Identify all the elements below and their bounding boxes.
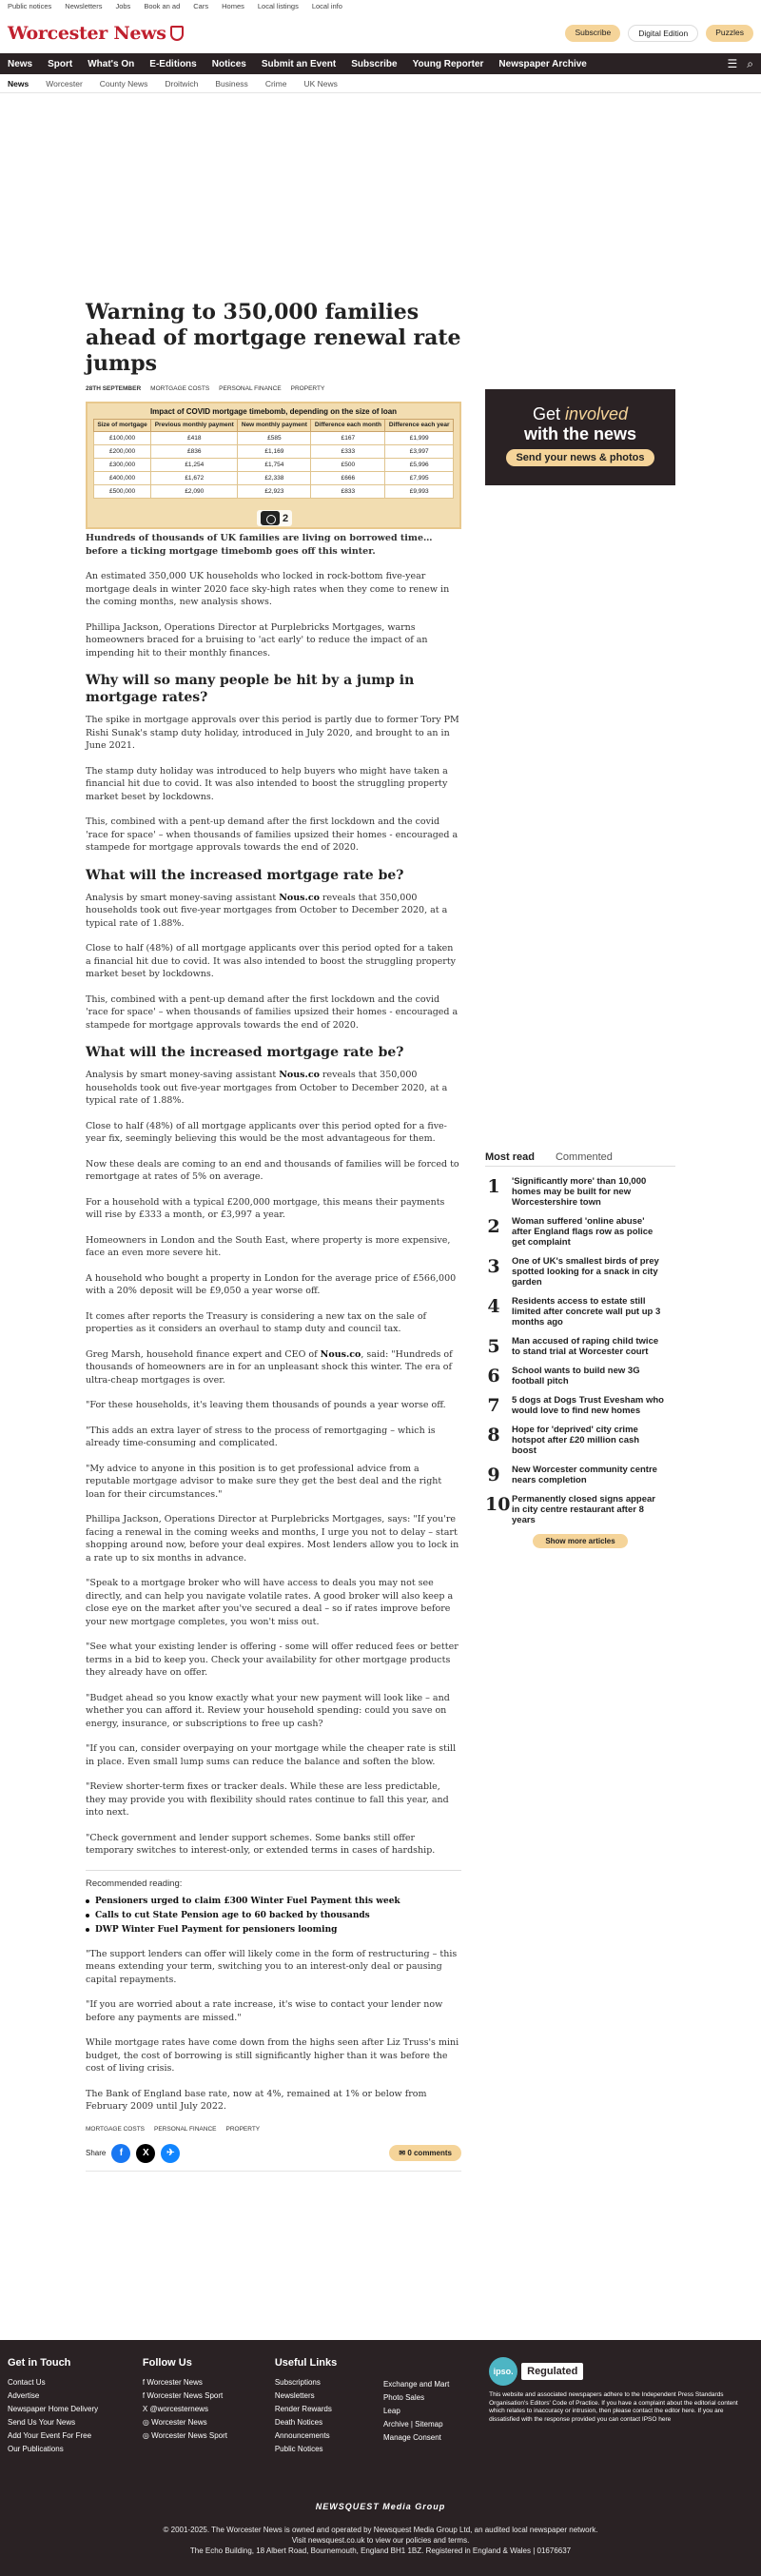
site-name: Worcester News	[8, 22, 166, 44]
footer-link[interactable]: Manage Consent	[382, 2433, 441, 2442]
subnav-worcester[interactable]: Worcester	[46, 78, 83, 88]
list-item-title: School wants to build new 3G football pitch	[512, 1366, 640, 1386]
show-more-button[interactable]: Show more articles	[533, 1534, 628, 1548]
table-cell: £5,996	[385, 459, 454, 472]
get-involved-promo	[485, 389, 675, 485]
subnav-uk-news[interactable]: UK News	[303, 78, 338, 88]
util-link-jobs[interactable]: Jobs	[115, 2, 131, 10]
bluesky-icon[interactable]: ✈	[161, 2144, 180, 2163]
footer-link[interactable]: Render Rewards	[274, 2405, 332, 2413]
rank-number: 3	[487, 1256, 500, 1277]
comment-icon: ✉	[399, 2149, 408, 2157]
footer-link-label: Worcester News	[151, 2418, 207, 2427]
nav-news[interactable]: News	[8, 58, 33, 69]
share-bar	[86, 2144, 461, 2172]
paragraph: "Speak to a mortgage broker who will have access to deals you may not see directly, and can help you navigate volatile rates. A good broker will also keep a close eye on the market after you've secured a deal – so if rates improve before your new mortgage completes, you won't miss out.	[86, 1578, 454, 1627]
paragraph: "My advice to anyone in this position is to get professional advice from a reputable mortgage advisor to make sure they get the best deal and the right loan for their circumstances."	[86, 1463, 442, 1500]
nous-link[interactable]: Nous.co	[320, 1348, 361, 1360]
article-headline: Warning to 350,000 families ahead of mortgage renewal rate jumps	[86, 300, 461, 376]
recommended-link[interactable]: Calls to cut State Pension age to 60 backed by thousands	[86, 1911, 461, 1920]
list-item[interactable]	[485, 1296, 675, 1327]
rank-number: 9	[487, 1465, 500, 1485]
tab-most-read[interactable]: Most read	[485, 1151, 535, 1163]
util-link-local-info[interactable]: Local info	[311, 2, 342, 10]
tag-personal-finance[interactable]: PERSONAL FINANCE	[154, 2125, 217, 2133]
ipso-circle: ipso.	[489, 2357, 517, 2386]
util-link-local-listings[interactable]: Local listings	[257, 2, 299, 10]
util-link-newsletters[interactable]: Newsletters	[65, 2, 103, 10]
table-row	[94, 485, 454, 499]
table-row	[94, 432, 454, 445]
tag-personal-finance[interactable]: PERSONAL FINANCE	[219, 385, 282, 392]
text-run: Analysis by smart money-saving assistant	[86, 892, 280, 903]
footer-heading: Useful Links	[274, 2357, 338, 2369]
footer-link[interactable]: Send Us Your News	[8, 2418, 76, 2427]
tag-property[interactable]: PROPERTY	[290, 385, 325, 392]
footer-link[interactable]: Archive | Sitemap	[382, 2420, 443, 2429]
paragraph: Homeowners in London and the South East, where property is more expensive, face an even more severe hit.	[86, 1234, 451, 1258]
rank-number: 4	[487, 1296, 500, 1317]
crest-icon	[170, 26, 184, 41]
util-link-homes[interactable]: Homes	[222, 2, 244, 10]
paragraph: "Review shorter-term fixes or tracker deals. While these are less predictable, they may provide you with flexibility should rates continue to fall this year, and into next.	[86, 1781, 449, 1818]
promo-line-2: with the news	[523, 424, 636, 443]
table-cell: £167	[311, 432, 385, 445]
article-tags	[86, 2126, 461, 2133]
nav-whats-on[interactable]: What's On	[88, 58, 135, 69]
footer-link-label: Worcester News Sport	[146, 2391, 224, 2400]
list-item-title: Hope for 'deprived' city crime hotspot after £20 million cash boost	[512, 1425, 640, 1456]
table-cell: £333	[311, 445, 385, 459]
list-item[interactable]	[485, 1336, 675, 1357]
footer-link[interactable]: Death Notices	[274, 2418, 323, 2427]
subscribe-button[interactable]: Subscribe	[565, 25, 620, 42]
table-cell: £833	[311, 485, 385, 499]
comments-count: 0 comments	[407, 2149, 452, 2157]
paragraph: Phillipa Jackson, Operations Director at Purplebricks Mortgages, warns homeowners braced for a bruising to 'act early' to reduce the impact of an impending hit to their monthly finances.	[86, 621, 428, 659]
footer-link[interactable]: Newsletters	[274, 2391, 315, 2400]
instagram-icon: ◎	[142, 2418, 152, 2427]
paragraph: "For these households, it's leaving them thousands of pounds a year worse off.	[86, 1400, 446, 1410]
table-cell: £1,672	[151, 472, 238, 485]
table-cell: £1,999	[385, 432, 454, 445]
send-news-button[interactable]: Send your news & photos	[506, 449, 654, 466]
nav-submit-event[interactable]: Submit an Event	[261, 58, 337, 69]
footer-link-label: Worcester News	[146, 2378, 203, 2387]
tag-mortgage-costs[interactable]: MORTGAGE COSTS	[150, 385, 210, 392]
paragraph: For a household with a typical £200,000 mortgage, this means their payments will rise by £333 a month, or £3,997 a year.	[86, 1196, 445, 1220]
text-run: reveals that 350,000 households took out five-year mortgages from October to December 2020, at a typical rate of 1.88%.	[86, 1070, 448, 1106]
paragraph: The Bank of England base rate, now at 4%, remained at 1% or below from February 2009 until July 2022.	[86, 2088, 427, 2112]
text-run: Analysis by smart money-saving assistant	[86, 1070, 280, 1080]
paragraph: Now these deals are coming to an end and thousands of families will be forced to remortgage at rates of 5% on average.	[86, 1158, 459, 1182]
table-cell: £3,997	[385, 445, 454, 459]
nav-notices[interactable]: Notices	[211, 58, 246, 69]
list-item-title: Woman suffered 'online abuse' after England flags row as police get complaint	[512, 1216, 654, 1248]
policies-line[interactable]: Visit newsquest.co.uk to view our policies and terms.	[291, 2536, 470, 2545]
table-cell: £2,338	[238, 472, 311, 485]
table-header: Size of mortgage	[94, 420, 151, 432]
paragraph: This, combined with a pent-up demand after the first lockdown and the covid 'race for space' – when thousands of families upsized their homes - encouraged a stampede for mortgage approvals towards the end of 2020.	[86, 816, 459, 853]
table-header: Difference each month	[311, 420, 385, 432]
list-item-title: 'Significantly more' than 10,000 homes may be built for new Worcestershire town	[512, 1176, 647, 1208]
list-item-title: One of UK's smallest birds of prey spotted looking for a snack in city garden	[512, 1256, 659, 1288]
footer-link-label: @worcesternews	[149, 2405, 208, 2413]
subnav-county-news[interactable]: County News	[99, 78, 148, 88]
instagram-link[interactable]	[143, 2429, 275, 2443]
footer-link[interactable]: Announcements	[274, 2431, 330, 2440]
main-nav	[0, 53, 761, 74]
table-cell: £1,169	[238, 445, 311, 459]
promo-emphasis: involved	[564, 404, 629, 423]
facebook-icon[interactable]: f	[111, 2144, 130, 2163]
puzzles-button[interactable]: Puzzles	[706, 25, 753, 42]
table-cell: £400,000	[94, 472, 151, 485]
footer-link[interactable]: Newspaper Home Delivery	[8, 2405, 99, 2413]
rank-number: 7	[487, 1395, 500, 1416]
rank-number: 1	[487, 1176, 500, 1197]
util-link-cars[interactable]: Cars	[193, 2, 209, 10]
nous-link[interactable]: Nous.co	[279, 1070, 320, 1080]
text-run: , said: "Hundreds of thousands of homeowners are in for an unpleasant shock this winter. The era of ultra-cheap mortgages is over.	[86, 1348, 453, 1386]
copyright: © 2001-2025. The Worcester News is owned and operated by Newsquest Media Group Ltd, an audited local newspaper network.	[163, 2526, 598, 2534]
paragraph: The spike in mortgage approvals over this period is partly due to former Tory PM Rishi Sunak's stamp duty holiday, introduced in July 2020, and brought to an in June 2021.	[86, 715, 459, 751]
table-cell: £500	[311, 459, 385, 472]
list-item[interactable]	[485, 1395, 675, 1416]
facebook-icon: f	[142, 2391, 147, 2400]
tag-property[interactable]: PROPERTY	[225, 2125, 261, 2133]
promo-line-1-start: Get	[532, 404, 565, 423]
table-cell: £1,254	[151, 459, 238, 472]
ipso-logo[interactable]	[489, 2357, 753, 2386]
article	[86, 300, 461, 2172]
list-item-title: New Worcester community centre nears completion	[512, 1465, 657, 1485]
table-cell: £418	[151, 432, 238, 445]
paragraph: An estimated 350,000 UK households who locked in rock-bottom five-year mortgage deals in winter 2020 face sky-high rates when they come to renew in the coming months, new analysis shows.	[86, 571, 450, 607]
newsquest-logo	[0, 2502, 761, 2511]
list-item-title: Residents access to estate still limited after concrete wall put up 3 months ago	[512, 1296, 661, 1327]
subnav-news[interactable]: News	[8, 78, 29, 88]
table-cell: £585	[238, 432, 311, 445]
table-row	[94, 459, 454, 472]
paragraph: A household who bought a property in London for the average price of £566,000 with a 20% deposit will be £9,050 a year worse off.	[86, 1272, 457, 1296]
newsquest-wordmark: NEWSQUEST Media Group	[315, 2502, 446, 2511]
util-link-book-ad[interactable]: Book an ad	[144, 2, 181, 10]
facebook-link[interactable]	[143, 2376, 275, 2389]
util-link-public-notices[interactable]: Public notices	[8, 2, 52, 10]
article-standfirst: Hundreds of thousands of UK families are living on borrowed time… before a ticking mortgage timebomb goes off this winter.	[86, 533, 433, 557]
table-cell: £300,000	[94, 459, 151, 472]
tab-commented[interactable]: Commented	[555, 1151, 613, 1163]
text-run: reveals that 350,000 households took out five-year mortgages from October to December 2020, at a typical rate of 1.88%.	[86, 892, 448, 929]
subnav-crime[interactable]: Crime	[264, 78, 287, 88]
comments-button[interactable]	[389, 2145, 461, 2161]
share-label: Share	[86, 2149, 107, 2157]
footer-link[interactable]: Public Notices	[274, 2445, 323, 2453]
list-item-title: Permanently closed signs appear in city centre restaurant after 8 years	[512, 1494, 656, 1525]
table-cell: £7,995	[385, 472, 454, 485]
rank-number: 10	[485, 1494, 511, 1515]
footer-heading: Get in Touch	[8, 2357, 71, 2369]
ipso-regulated-badge: Regulated	[521, 2363, 583, 2380]
paragraph	[86, 892, 461, 931]
nous-link[interactable]: Nous.co	[279, 892, 320, 903]
utility-bar	[0, 0, 761, 13]
list-item-title: 5 dogs at Dogs Trust Evesham who would love to find new homes	[512, 1395, 664, 1416]
paragraph: "If you can, consider overpaying on your mortgage while the cheaper rate is still in place. Even small lump sums can reduce the balance and soften the blow.	[86, 1743, 457, 1767]
x-link[interactable]	[143, 2403, 275, 2416]
paragraph: The stamp duty holiday was introduced to help buyers who might have taken a financial hit due to covid. It was also intended to boost the struggling property market beset by lockdowns.	[86, 765, 448, 802]
nav-newspaper-archive[interactable]: Newspaper Archive	[498, 58, 587, 69]
table-row	[94, 445, 454, 459]
nav-e-editions[interactable]: E-Editions	[149, 58, 197, 69]
table-header: Previous monthly payment	[151, 420, 238, 432]
x-icon: X	[142, 2405, 150, 2413]
list-item-title: Man accused of raping child twice to stand trial at Worcester court	[512, 1336, 659, 1357]
mortgage-table	[93, 419, 454, 499]
sub-nav	[0, 74, 761, 93]
image-table-title: Impact of COVID mortgage timebomb, depending on the size of loan	[149, 407, 398, 416]
instagram-icon: ◎	[142, 2431, 152, 2440]
subheading: Why will so many people be hit by a jump in mortgage rates?	[86, 673, 415, 705]
table-cell: £836	[151, 445, 238, 459]
footer-link[interactable]: Photo Sales	[382, 2393, 425, 2402]
footer-link[interactable]: Add Your Event For Free	[8, 2431, 92, 2440]
list-item[interactable]	[485, 1366, 675, 1386]
paragraph	[86, 1069, 461, 1108]
table-cell: £2,090	[151, 485, 238, 499]
digital-edition-button[interactable]: Digital Edition	[628, 25, 698, 42]
table-cell: £666	[311, 472, 385, 485]
subheading: What will the increased mortgage rate be?	[86, 1045, 404, 1060]
list-item[interactable]	[485, 1465, 675, 1485]
table-cell: £1,754	[238, 459, 311, 472]
most-read-panel	[485, 1151, 675, 1548]
paragraph: It comes after reports the Treasury is considering a new tax on the sale of properties as it considers an overhaul to stamp duty and council tax.	[86, 1310, 427, 1334]
table-header: Difference each year	[385, 420, 454, 432]
gallery-count: 2	[283, 512, 289, 524]
paragraph: Phillipa Jackson, Operations Director at Purplebricks Mortgages, says: "If you're facing a renewal in the coming weeks and months, I urge you not to delay – start shopping around now, before your deal expires. Most lenders allow you to lock in a rate up to six months in advance.	[86, 1514, 459, 1563]
subnav-droitwich[interactable]: Droitwich	[165, 78, 199, 88]
list-item[interactable]	[485, 1256, 675, 1288]
paragraph: "Budget ahead so you know exactly what your new payment will look like – and whether you can afford it. Review your household spending: could you save on energy, insurance, or subscriptions to free up cash?	[86, 1692, 450, 1729]
footer-link[interactable]: Exchange and Mart	[382, 2380, 450, 2389]
nav-sport[interactable]: Sport	[48, 58, 73, 69]
rank-number: 6	[487, 1366, 500, 1386]
footer-link[interactable]: Subscriptions	[274, 2378, 321, 2387]
instagram-link[interactable]	[143, 2416, 275, 2429]
list-item[interactable]	[485, 1494, 675, 1525]
facebook-icon: f	[142, 2378, 147, 2387]
subheading: What will the increased mortgage rate be?	[86, 867, 404, 883]
menu-icon[interactable]: ☰	[727, 57, 738, 70]
table-row	[94, 472, 454, 485]
paragraph: "The support lenders can offer will likely come in the form of restructuring – this means extending your term, switching you to an interest-only deal or pausing capital repayments.	[86, 1948, 458, 1985]
recommended-label: Recommended reading:	[86, 1878, 183, 1889]
search-icon[interactable]: ⌕	[747, 56, 753, 70]
table-cell: £500,000	[94, 485, 151, 499]
table-header: New monthly payment	[238, 420, 311, 432]
table-cell: £200,000	[94, 445, 151, 459]
footer-link[interactable]: Leap	[382, 2407, 400, 2415]
table-cell: £2,923	[238, 485, 311, 499]
tag-mortgage-costs[interactable]: MORTGAGE COSTS	[86, 2125, 145, 2133]
promo-line-1	[485, 404, 675, 423]
table-cell: £100,000	[94, 432, 151, 445]
article-meta	[86, 385, 461, 392]
paragraph	[86, 1348, 461, 1387]
rank-number: 8	[487, 1425, 500, 1445]
facebook-link[interactable]	[143, 2389, 275, 2403]
paragraph: "Check government and lender support schemes. Some banks still offer temporary switches to interest-only, or extended terms in cases of hardship.	[86, 1832, 436, 1856]
masthead	[0, 13, 761, 53]
paragraph: Close to half (48%) of all mortgage applicants over this period opted for a five-year fix, seemingly believing this would be the most advantageous for them.	[86, 1120, 447, 1144]
recommended-link[interactable]: Pensioners urged to claim £300 Winter Fuel Payment this week	[86, 1897, 461, 1906]
paragraph: This, combined with a pent-up demand after the first lockdown and the covid 'race for space' – when thousands of families upsized their homes - encouraged a stampede for mortgage approvals towards the end of 2020.	[86, 993, 459, 1031]
site-logo[interactable]	[8, 23, 184, 44]
gallery-indicator[interactable]	[257, 510, 292, 526]
footer-link[interactable]: Advertise	[8, 2391, 40, 2400]
footer-link-label: Worcester News Sport	[151, 2431, 227, 2440]
address: The Echo Building, 18 Albert Road, Bournemouth, England BH1 1BZ. Registered in England & Wales | 01676637	[189, 2547, 572, 2555]
subnav-business[interactable]: Business	[215, 78, 248, 88]
article-date: 28TH SEPTEMBER	[86, 385, 142, 392]
nav-subscribe[interactable]: Subscribe	[351, 58, 398, 69]
ipso-text: This website and associated newspapers adhere to the Independent Press Standards Organisation's Editors' Code of Practice. If you have a complaint about the editorial content which relates to inaccuracy or intrusion, then please contact the editor here. If you are dissatisfied with the response provided you can contact IPSO here	[489, 2391, 738, 2423]
footer-heading: Follow Us	[142, 2357, 192, 2369]
site-footer	[0, 2340, 761, 2576]
rank-number: 5	[487, 1336, 500, 1357]
article-image[interactable]	[86, 402, 461, 529]
table-cell: £9,993	[385, 485, 454, 499]
list-item[interactable]	[485, 1176, 675, 1208]
list-item[interactable]	[485, 1425, 675, 1456]
camera-icon	[261, 511, 280, 525]
paragraph: "If you are worried about a rate increase, it's wise to contact your lender now before any payments are missed."	[86, 1999, 443, 2023]
nav-young-reporter[interactable]: Young Reporter	[412, 58, 484, 69]
paragraph: "See what your existing lender is offering - some will offer reduced fees or better terms in a bid to keep you. Check your availability for other mortgage products they already have on offer.	[86, 1642, 459, 1678]
recommended-reading	[86, 1870, 461, 1935]
ipso-block	[489, 2357, 753, 2456]
footer-link[interactable]: Our Publications	[8, 2445, 64, 2453]
paragraph: "This adds an extra layer of stress to the process of remortgaging – which is already time-consuming and complicated.	[86, 1425, 436, 1448]
x-icon[interactable]: X	[136, 2144, 155, 2163]
list-item[interactable]	[485, 1216, 675, 1248]
text-run: Greg Marsh, household finance expert and CEO of	[86, 1348, 321, 1360]
paragraph: While mortgage rates have come down from the highs seen after Liz Truss's mini budget, the cost of borrowing is still significantly higher than it was before the cost of living crisis.	[86, 2037, 459, 2074]
rank-number: 2	[487, 1216, 500, 1237]
footer-link[interactable]: Contact Us	[8, 2378, 46, 2387]
paragraph: Close to half (48%) of all mortgage applicants over this period opted for a taken a financial hit due to covid. It was also intended to boost the struggling property market beset by lockdowns.	[86, 943, 457, 979]
recommended-link[interactable]: DWP Winter Fuel Payment for pensioners looming	[86, 1925, 461, 1935]
